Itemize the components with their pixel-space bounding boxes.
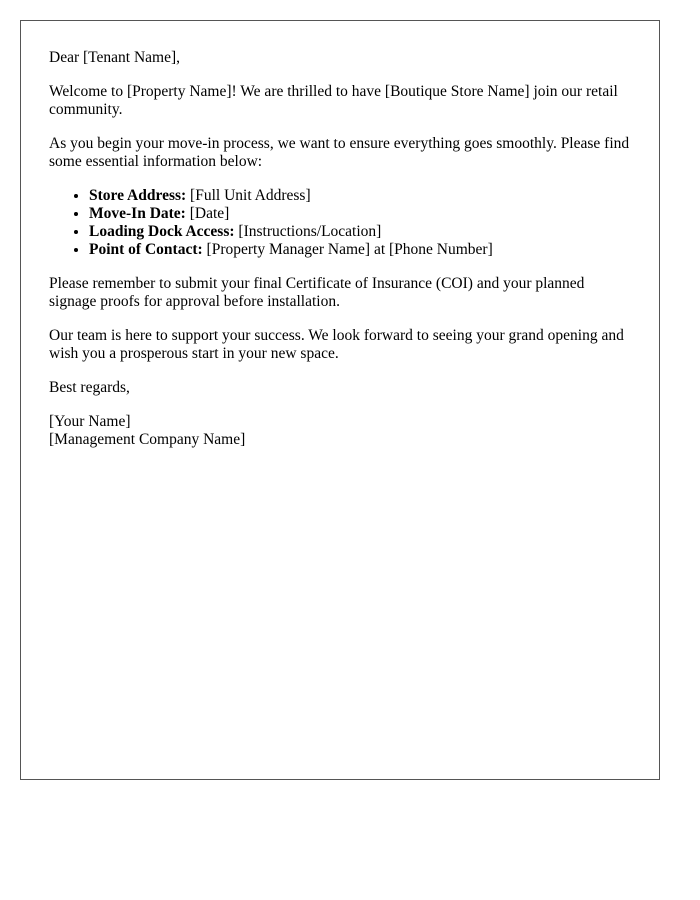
intro-paragraph: As you begin your move-in process, we want to ensure everything goes smoothly. Please find some essential information below:: [49, 135, 630, 170]
list-item-loading-dock: [89, 223, 631, 241]
list-item-store-address: [89, 187, 631, 205]
signer-name: [Your Name]: [49, 413, 131, 430]
signer-company: [Management Company Name]: [49, 431, 246, 448]
salutation: Dear [Tenant Name],: [49, 49, 181, 66]
detail-value: [Full Unit Address]: [186, 187, 311, 204]
reminder-paragraph: Please remember to submit your final Certificate of Insurance (COI) and your planned signage proofs for approval before installation.: [49, 275, 585, 310]
signature-block: [49, 413, 631, 449]
detail-label: Store Address:: [89, 187, 187, 204]
detail-label: Move-In Date:: [89, 205, 186, 222]
closing: Best regards,: [49, 379, 130, 396]
welcome-paragraph: Welcome to [Property Name]! We are thrilled to have [Boutique Store Name] join our retail community.: [49, 83, 618, 118]
detail-value: [Date]: [185, 205, 230, 222]
support-paragraph: Our team is here to support your success. We look forward to seeing your grand opening and wish you a prosperous start in your new space.: [49, 327, 624, 362]
list-item-move-in-date: [89, 205, 631, 223]
details-list: [49, 187, 631, 259]
detail-label: Loading Dock Access:: [89, 223, 235, 240]
detail-value: [Property Manager Name] at [Phone Number]: [202, 241, 493, 258]
list-item-point-of-contact: [89, 241, 631, 259]
detail-label: Point of Contact:: [89, 241, 203, 258]
letter-page: [20, 20, 660, 780]
detail-value: [Instructions/Location]: [234, 223, 382, 240]
